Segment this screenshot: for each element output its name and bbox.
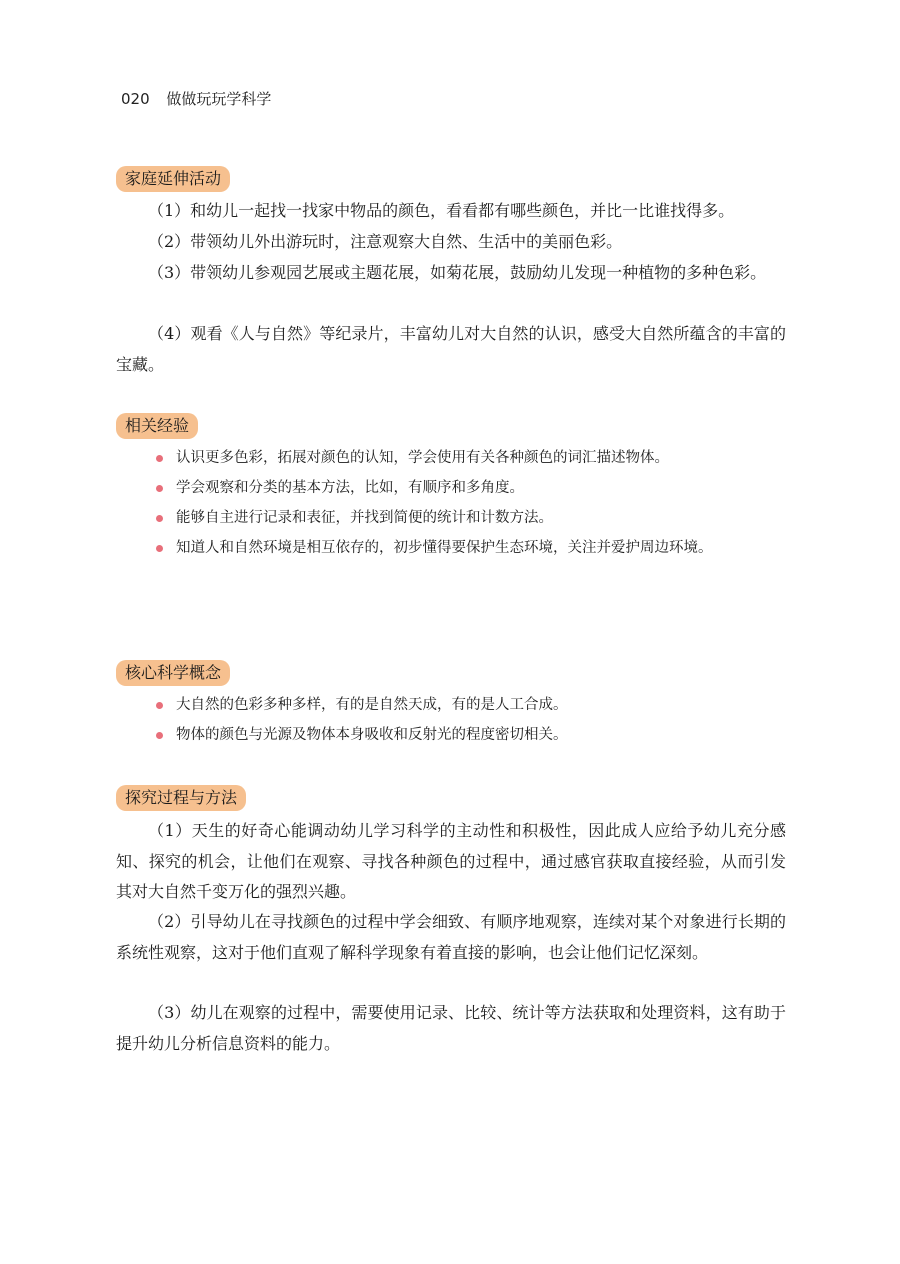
list-item: 能够自主进行记录和表征，并找到简便的统计和计数方法。 <box>150 503 730 533</box>
section-title-family: 家庭延伸活动 <box>116 166 230 192</box>
experience-list <box>150 443 730 563</box>
process-paragraph-2: （2）引导幼儿在寻找颜色的过程中学会细致、有顺序地观察，连续对某个对象进行长期的系统性观察，这对于他们直观了解科学现象有着直接的影响，也会让他们记忆深刻。 <box>116 912 786 962</box>
section-title-concepts: 核心科学概念 <box>116 660 230 686</box>
book-title: 做做玩玩学科学 <box>166 90 272 108</box>
page-number: 020 <box>121 90 150 108</box>
family-paragraph-3: （3）带领幼儿参观园艺展或主题花展，如菊花展，鼓励幼儿发现一种植物的多种色彩。 <box>148 263 767 282</box>
list-item: 认识更多色彩，拓展对颜色的认知，学会使用有关各种颜色的词汇描述物体。 <box>150 443 730 473</box>
list-item: 物体的颜色与光源及物体本身吸收和反射光的程度密切相关。 <box>150 720 730 750</box>
page-header <box>121 88 271 109</box>
process-paragraph-1: （1）天生的好奇心能调动幼儿学习科学的主动性和积极性，因此成人应给予幼儿充分感知、探究的机会，让他们在观察、寻找各种颜色的过程中，通过感官获取直接经验，从而引发其对大自然千变万化的强烈兴趣。 <box>116 821 786 901</box>
bullet-dot-icon <box>156 515 163 522</box>
bullet-dot-icon <box>156 702 163 709</box>
bullet-dot-icon <box>156 545 163 552</box>
list-item: 大自然的色彩多种多样，有的是自然天成，有的是人工合成。 <box>150 690 730 720</box>
process-paragraph-3: （3）幼儿在观察的过程中，需要使用记录、比较、统计等方法获取和处理资料，这有助于提升幼儿分析信息资料的能力。 <box>116 1003 786 1053</box>
family-paragraph-4: （4）观看《人与自然》等纪录片，丰富幼儿对大自然的认识，感受大自然所蕴含的丰富的宝藏。 <box>116 324 786 374</box>
bullet-dot-icon <box>156 485 163 492</box>
section-title-experience: 相关经验 <box>116 413 198 439</box>
concepts-list <box>150 690 730 750</box>
list-item: 知道人和自然环境是相互依存的，初步懂得要保护生态环境，关注并爱护周边环境。 <box>150 533 730 563</box>
family-paragraph-1: （1）和幼儿一起找一找家中物品的颜色，看看都有哪些颜色，并比一比谁找得多。 <box>148 201 735 220</box>
list-item: 学会观察和分类的基本方法，比如，有顺序和多角度。 <box>150 473 730 503</box>
bullet-dot-icon <box>156 455 163 462</box>
section-title-process: 探究过程与方法 <box>116 785 246 811</box>
bullet-dot-icon <box>156 732 163 739</box>
family-paragraph-2: （2）带领幼儿外出游玩时，注意观察大自然、生活中的美丽色彩。 <box>148 232 623 251</box>
